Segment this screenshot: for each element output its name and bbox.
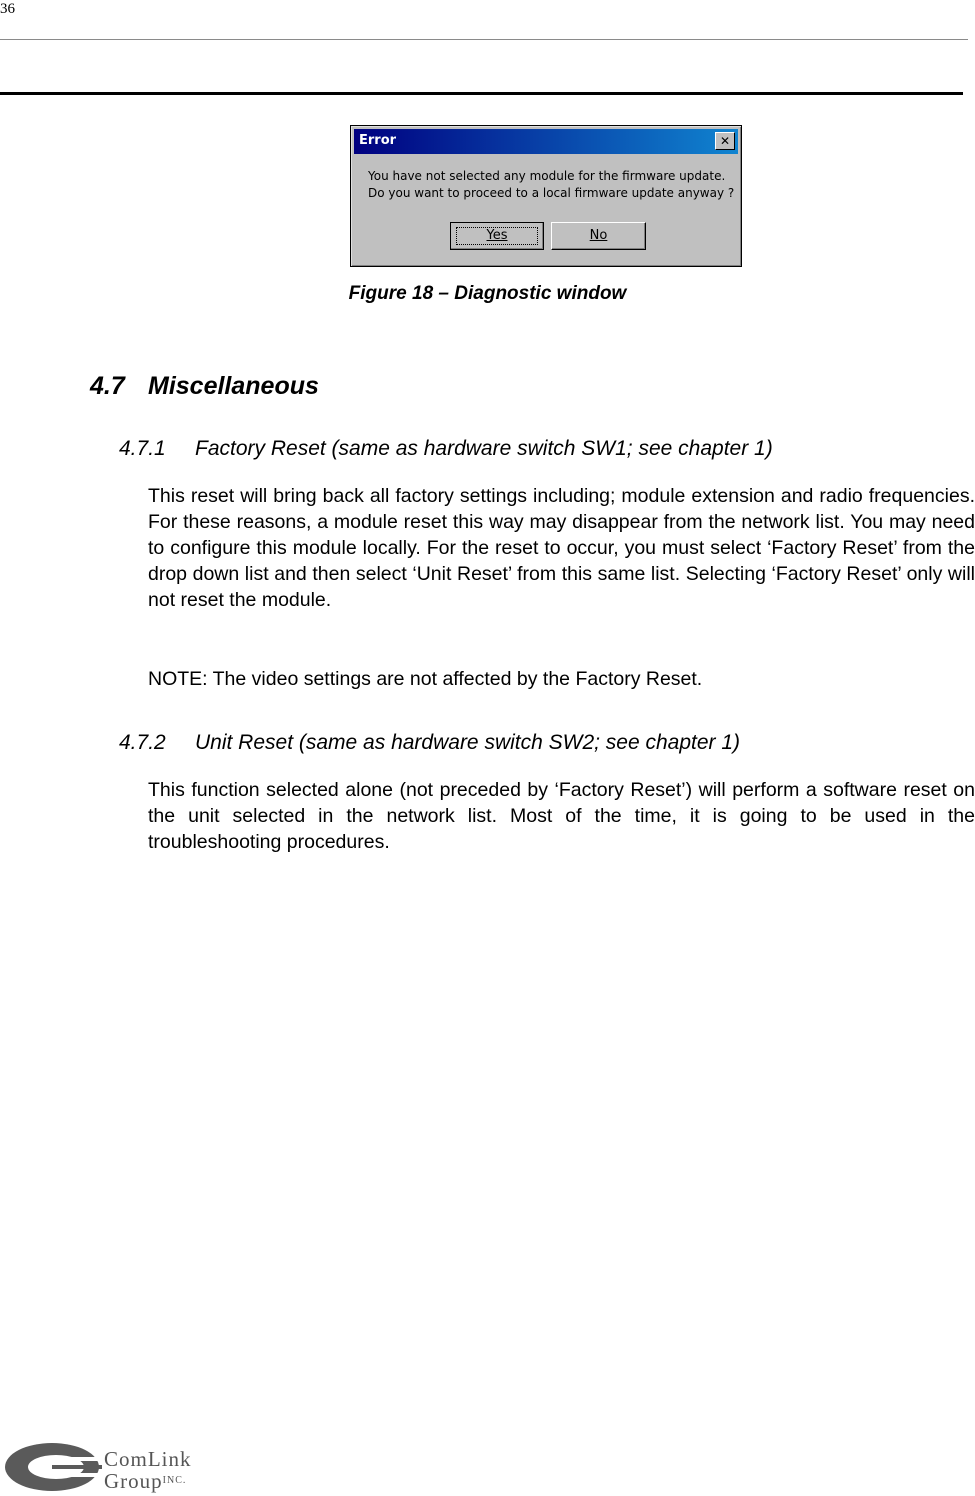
error-dialog (350, 125, 742, 267)
dialog-titlebar (354, 129, 738, 154)
dialog-title: Error (359, 133, 397, 148)
header-rule-thick (0, 92, 963, 95)
factory-reset-paragraph: This reset will bring back all factory settings including; module extension and radio frequencies. For these reasons, a module reset this way may disappear from the network list. You may need to configure this module locally. For the reset to occur, you must select ‘Factory Reset’ from the drop down list and then select ‘Unit Reset’ from this same list. Selecting ‘Factory Reset’ only will not reset the module. (148, 485, 975, 611)
subsection-heading-factory-reset (119, 437, 773, 461)
figure-caption: Figure 18 – Diagnostic window (348, 283, 627, 304)
subsection-title: Unit Reset (same as hardware switch SW2; see chapter 1) (195, 731, 741, 754)
logo-line-2: Group (104, 1469, 163, 1493)
section-number: 4.7 (90, 372, 125, 400)
no-button[interactable] (551, 222, 646, 250)
subsection-number: 4.7.1 (119, 437, 166, 460)
subsection-title: Factory Reset (same as hardware switch SW1; see chapter 1) (195, 437, 773, 460)
no-button-label: No (589, 228, 608, 243)
dialog-message-line-2: Do you want to proceed to a local firmware update anyway ? (368, 186, 735, 200)
subsection-number: 4.7.2 (119, 731, 166, 754)
logo-line-1: ComLink (104, 1447, 192, 1471)
page-number: 36 (0, 1, 15, 17)
yes-button[interactable] (450, 222, 544, 250)
yes-button-label: Yes (486, 228, 508, 243)
logo-suffix: INC. (162, 1475, 187, 1486)
unit-reset-paragraph: This function selected alone (not preceded by ‘Factory Reset’) will perform a software reset on the unit selected in the network list. Most of the time, it is going to be used in the troubleshooting procedures. (148, 779, 975, 853)
dialog-message-line-1: You have not selected any module for the firmware update. (368, 169, 726, 183)
factory-reset-note: NOTE: The video settings are not affected by the Factory Reset. (148, 668, 703, 690)
section-title: Miscellaneous (148, 372, 319, 400)
subsection-heading-unit-reset (119, 731, 740, 755)
close-icon[interactable]: ✕ (715, 132, 735, 150)
section-heading (90, 372, 319, 401)
header-rule-thin (0, 39, 968, 40)
dialog-message (368, 168, 734, 202)
company-logo-text (104, 1448, 192, 1492)
